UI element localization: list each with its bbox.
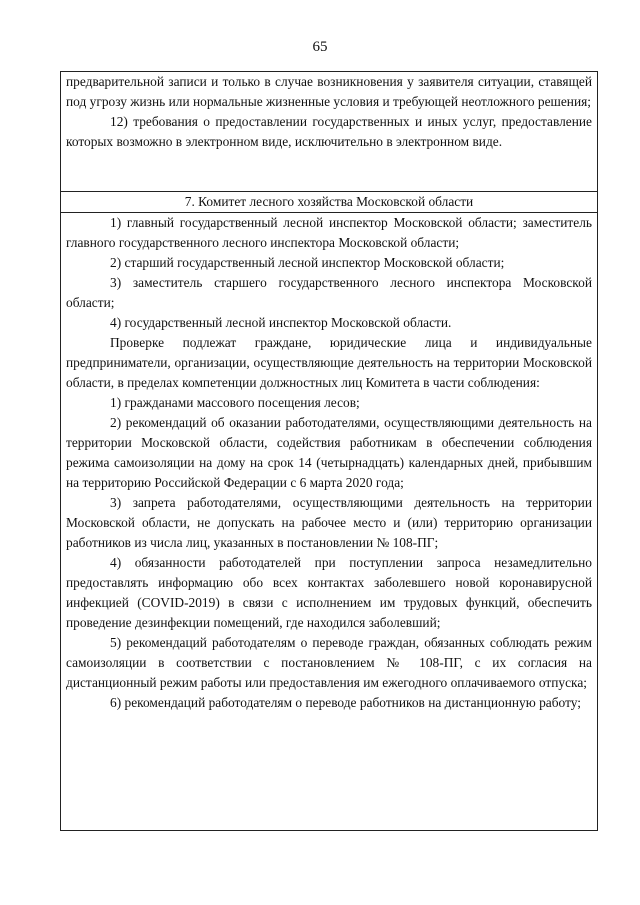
list-item: 4) обязанности работодателей при поступлении запроса незамедлительно предоставлять информацию обо всех контактах заболевшего новой коронавирусной инфекцией (COVID-2019) в связи с исполнением им трудовых функций, обеспечить проведение дезинфекции помещений, где находился заболевший; (66, 555, 592, 630)
body-paragraph: Проверке подлежат граждане, юридические лица и индивидуальные предприниматели, организации, осуществляющие деятельность на территории Московской области, в пределах компетенции должностных лиц Комитета в части соблюдения: (66, 335, 592, 390)
list-item: 6) рекомендаций работодателям о переводе работников на дистанционную работу; (110, 695, 581, 710)
document-table (60, 71, 598, 831)
continuation-section (61, 72, 597, 191)
list-item: 3) заместитель старшего государственного лесного инспектора Московской области; (66, 275, 592, 310)
section-title: 7. Комитет лесного хозяйства Московской области (61, 191, 597, 213)
list-item: 4) государственный лесной инспектор Московской области. (110, 315, 452, 330)
list-item: 1) главный государственный лесной инспектор Московской области; заместитель главного государственного лесного инспектора Московской области; (66, 215, 592, 250)
list-item: 2) рекомендаций об оказании работодателями, осуществляющими деятельность на территории Московской области, содействия работникам в обеспечении соблюдения режима самоизоляции на дому на срок 14 (четырнадцать) календарных дней, прибывшим на территорию Российской Федерации с 6 марта 2020 года; (66, 415, 592, 490)
list-item: 2) старший государственный лесной инспектор Московской области; (110, 255, 505, 270)
list-item: 1) гражданами массового посещения лесов; (110, 395, 360, 410)
continuation-paragraph: предварительной записи и только в случае возникновения у заявителя ситуации, ставящей под угрозу жизнь или нормальные жизненные условия и требующей неотложного решения; (66, 74, 592, 109)
continuation-paragraph: 12) требования о предоставлении государственных и иных услуг, предоставление которых возможно в электронном виде, исключительно в электронном виде. (66, 114, 592, 149)
page-number: 65 (312, 39, 328, 55)
list-item: 3) запрета работодателями, осуществляющими деятельность на территории Московской области, не допускать на рабочее место и (или) территорию организации работников из числа лиц, указанных в постановлении № 108-ПГ; (66, 495, 592, 550)
list-item: 5) рекомендаций работодателям о переводе граждан, обязанных соблюдать режим самоизоляции в соответствии с постановлением № 108-ПГ, с их согласия на дистанционный режим работы или предоставления им ежегодного оплачиваемого отпуска; (66, 635, 592, 690)
committee-section (61, 213, 597, 713)
